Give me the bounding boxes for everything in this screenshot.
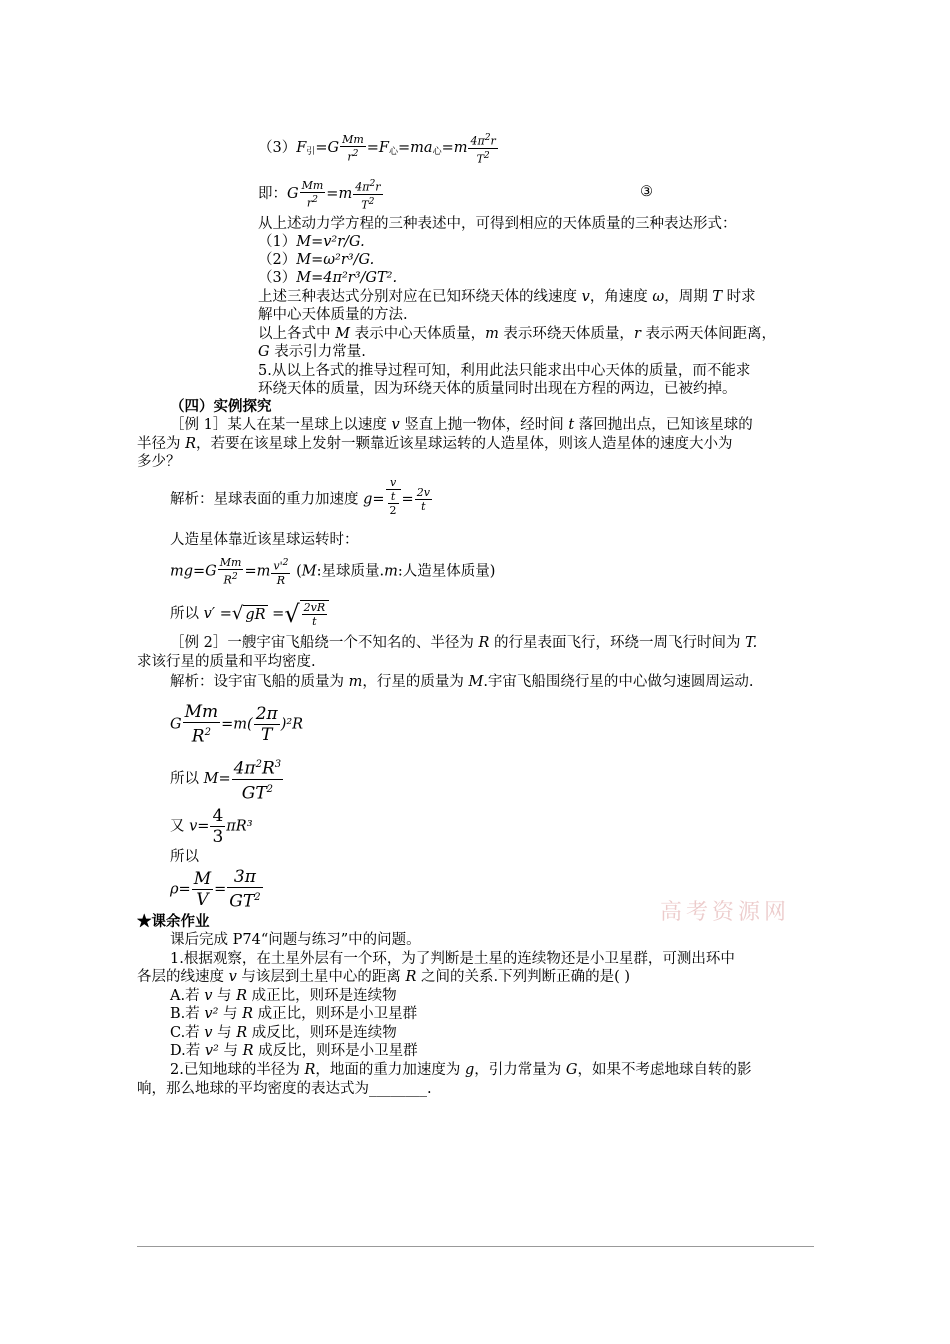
sqrt-gr: gR (245, 606, 266, 623)
frac-m-v: $\frac{M}{V}$ (193, 868, 212, 910)
form-2: （2）M=ω²r³/G. (258, 252, 375, 268)
ex2-line2: 求该行星的质量和平均密度. (137, 654, 316, 670)
q1-line1: 1.根据观察，在土星外层有一个环，为了判断是土星的连续物还是小卫星群，可测出环中 (170, 951, 735, 967)
frac-v2-r: $\frac{v'^2}{R}$ (273, 557, 289, 587)
frac-mass: $\frac{4\pi^2R^3}{GT^2}$ (232, 755, 284, 803)
ji-label: 即： (258, 186, 287, 203)
m-term: m (453, 140, 468, 157)
you-v-line: 又 v= $\frac{4}{3}$ πR³ (170, 806, 253, 847)
point5-line2: 环绕天体的质量，因为环绕天体的质量同时出现在方程的两边，已被约掉。 (258, 381, 737, 397)
footer-divider (137, 1246, 814, 1247)
frac-mm-r2: $\frac{Mm}{R^2}$ (219, 556, 242, 587)
frac-mm-r2 (300, 179, 326, 210)
g-const: G (327, 140, 340, 157)
eq3-line: $(3)F_引=G$ $\frac{Mm}{r^2}$ $=F_心=ma_心=m$ $\frac{4\pi^2r}{T^2}$ (258, 132, 496, 166)
forms-explain-2: 解中心天体质量的方法. (258, 307, 408, 323)
frac-den: $T^2$ (361, 195, 375, 212)
option-d[interactable]: D.若 v² 与 R 成反比，则环是小卫星群 (170, 1043, 418, 1059)
ma-term: ma (410, 140, 433, 157)
sub-yin: 引 (306, 147, 316, 158)
frac-den: $r^2$ (306, 193, 318, 210)
rho-line: ρ= $\frac{M}{V}$ = $\frac{3\pi}{GT^2}$ (170, 867, 261, 912)
frac-4pi2r-t2 (468, 131, 497, 165)
frac-num: $4\pi^2r$ (470, 132, 496, 148)
sol2-line: 解析：设宇宙飞船的质量为 m，行星的质量为 M.宇宙飞船围绕行星的中心做匀速圆周运动. (170, 674, 754, 690)
mg-eq-line: mg=G $\frac{Mm}{R^2}$ =m $\frac{v'^2}{R}$ (M:星球质量.m:人造星体质量) (170, 556, 496, 587)
ex1-line1: ［例 1］某人在某一星球上以速度 v 竖直上抛一物体，经时间 t 落回抛出点，已知该星球的 (170, 417, 753, 433)
frac-4-3: $\frac{4}{3}$ (212, 806, 224, 847)
ex1-line2: 半径为 R，若要在该星球上发射一颗靠近该星球运转的人造星体，则该人造星体的速度大小为 (137, 436, 733, 452)
sqrt-2vr-t: $\frac{2vR}{t}$ (300, 600, 330, 628)
ex2-line1: ［例 2］一艘宇宙飞船绕一个不知名的、半径为 R 的行星表面飞行，环绕一周飞行时间为 T. (170, 635, 758, 651)
symbols-explain-2: G 表示引力常量. (258, 344, 366, 360)
eq-ji-line: 即：G $\frac{Mm}{r^2}$ =m $\frac{4\pi^2r}{T^2}$ (258, 178, 381, 212)
m-term: m (338, 186, 353, 203)
frac-3pi-gt2: $\frac{3\pi}{GT^2}$ (229, 867, 261, 912)
q1-line2: 各层的线速度 v 与该层到土星中心的距离 R 之间的关系.下列判断正确的是( ) (137, 969, 631, 985)
homework-intro: 课后完成 P74“问题与练习”中的问题。 (170, 932, 421, 948)
watermark: 高考资源网 (660, 900, 791, 925)
homework-title: ★课余作业 (137, 913, 210, 930)
forms-explain-1: 上述三种表达式分别对应在已知环绕天体的线速度 v，角速度 ω，周期 T 时求 (258, 289, 756, 305)
three-forms-line: 从上述动力学方程的三种表述中，可得到相应的天体质量的三种表达形式： (258, 216, 737, 232)
ex1-line3: 多少？ (137, 454, 181, 470)
sol1-line2: 人造星体靠近该星球运转时： (170, 532, 359, 548)
frac-num: Mm (301, 178, 324, 192)
so-m-line: 所以 M= $\frac{4\pi^2R^3}{GT^2}$ (170, 755, 284, 803)
option-c[interactable]: C.若 v 与 R 成反比，则环是连续物 (170, 1025, 397, 1041)
frac-den: $T^2$ (476, 149, 490, 166)
section4-title: （四）实例探究 (170, 398, 272, 415)
f-symbol-2: F (378, 140, 389, 157)
eq3-label: （3） (258, 140, 297, 157)
option-a[interactable]: A.若 v 与 R 成正比，则环是连续物 (170, 988, 397, 1004)
f-symbol: F (296, 140, 307, 157)
frac-v-t2: v t 2 (386, 476, 401, 517)
q2-line2: 响，那么地球的平均密度的表达式为________. (137, 1081, 432, 1097)
eq-g-line: G $\frac{Mm}{R^2}$ =m( $\frac{2\pi}{T}$ )²R (170, 702, 304, 747)
frac-2pi-t: $\frac{2\pi}{T}$ (255, 703, 278, 745)
option-b[interactable]: B.若 v² 与 R 成正比，则环是小卫星群 (170, 1006, 418, 1022)
frac-mm-r2-large: $\frac{Mm}{R^2}$ (184, 702, 219, 747)
frac-4pi2r-t2 (353, 177, 382, 211)
point5-line1: 5.从以上各式的推导过程可知，利用此法只能求出中心天体的质量，而不能求 (258, 363, 751, 379)
symbols-explain-1: 以上各式中 M 表示中心天体质量，m 表示环绕天体质量，r 表示两天体间距离， (258, 326, 776, 342)
sol1-line: 解析：星球表面的重力加速度 g= v t 2 = $\frac{2v}{t}$ (170, 476, 430, 517)
sub-xin-2: 心 (432, 147, 442, 158)
frac-den: $r^2$ (347, 147, 359, 164)
frac-num: $4\pi^2r$ (355, 178, 381, 194)
circled-3: ③ (640, 184, 653, 200)
q2-line1: 2.已知地球的半径为 R，地面的重力加速度为 g，引力常量为 G，如果不考虑地球自转的影 (170, 1062, 752, 1078)
suoyi-line: 所以 (170, 849, 199, 865)
so-v-line: 所以 v′ =√ gR =√ $\frac{2vR}{t}$ (170, 600, 329, 628)
frac-2v-t: $\frac{2v}{t}$ (416, 486, 430, 513)
form-3: （3）M=4π²r³/GT². (258, 270, 398, 286)
frac-num: Mm (342, 132, 364, 146)
form-1: （1）M=v²r/G. (258, 234, 365, 250)
frac-mm-r2 (340, 133, 366, 164)
sub-xin: 心 (388, 147, 398, 158)
g-const: G (287, 186, 299, 203)
